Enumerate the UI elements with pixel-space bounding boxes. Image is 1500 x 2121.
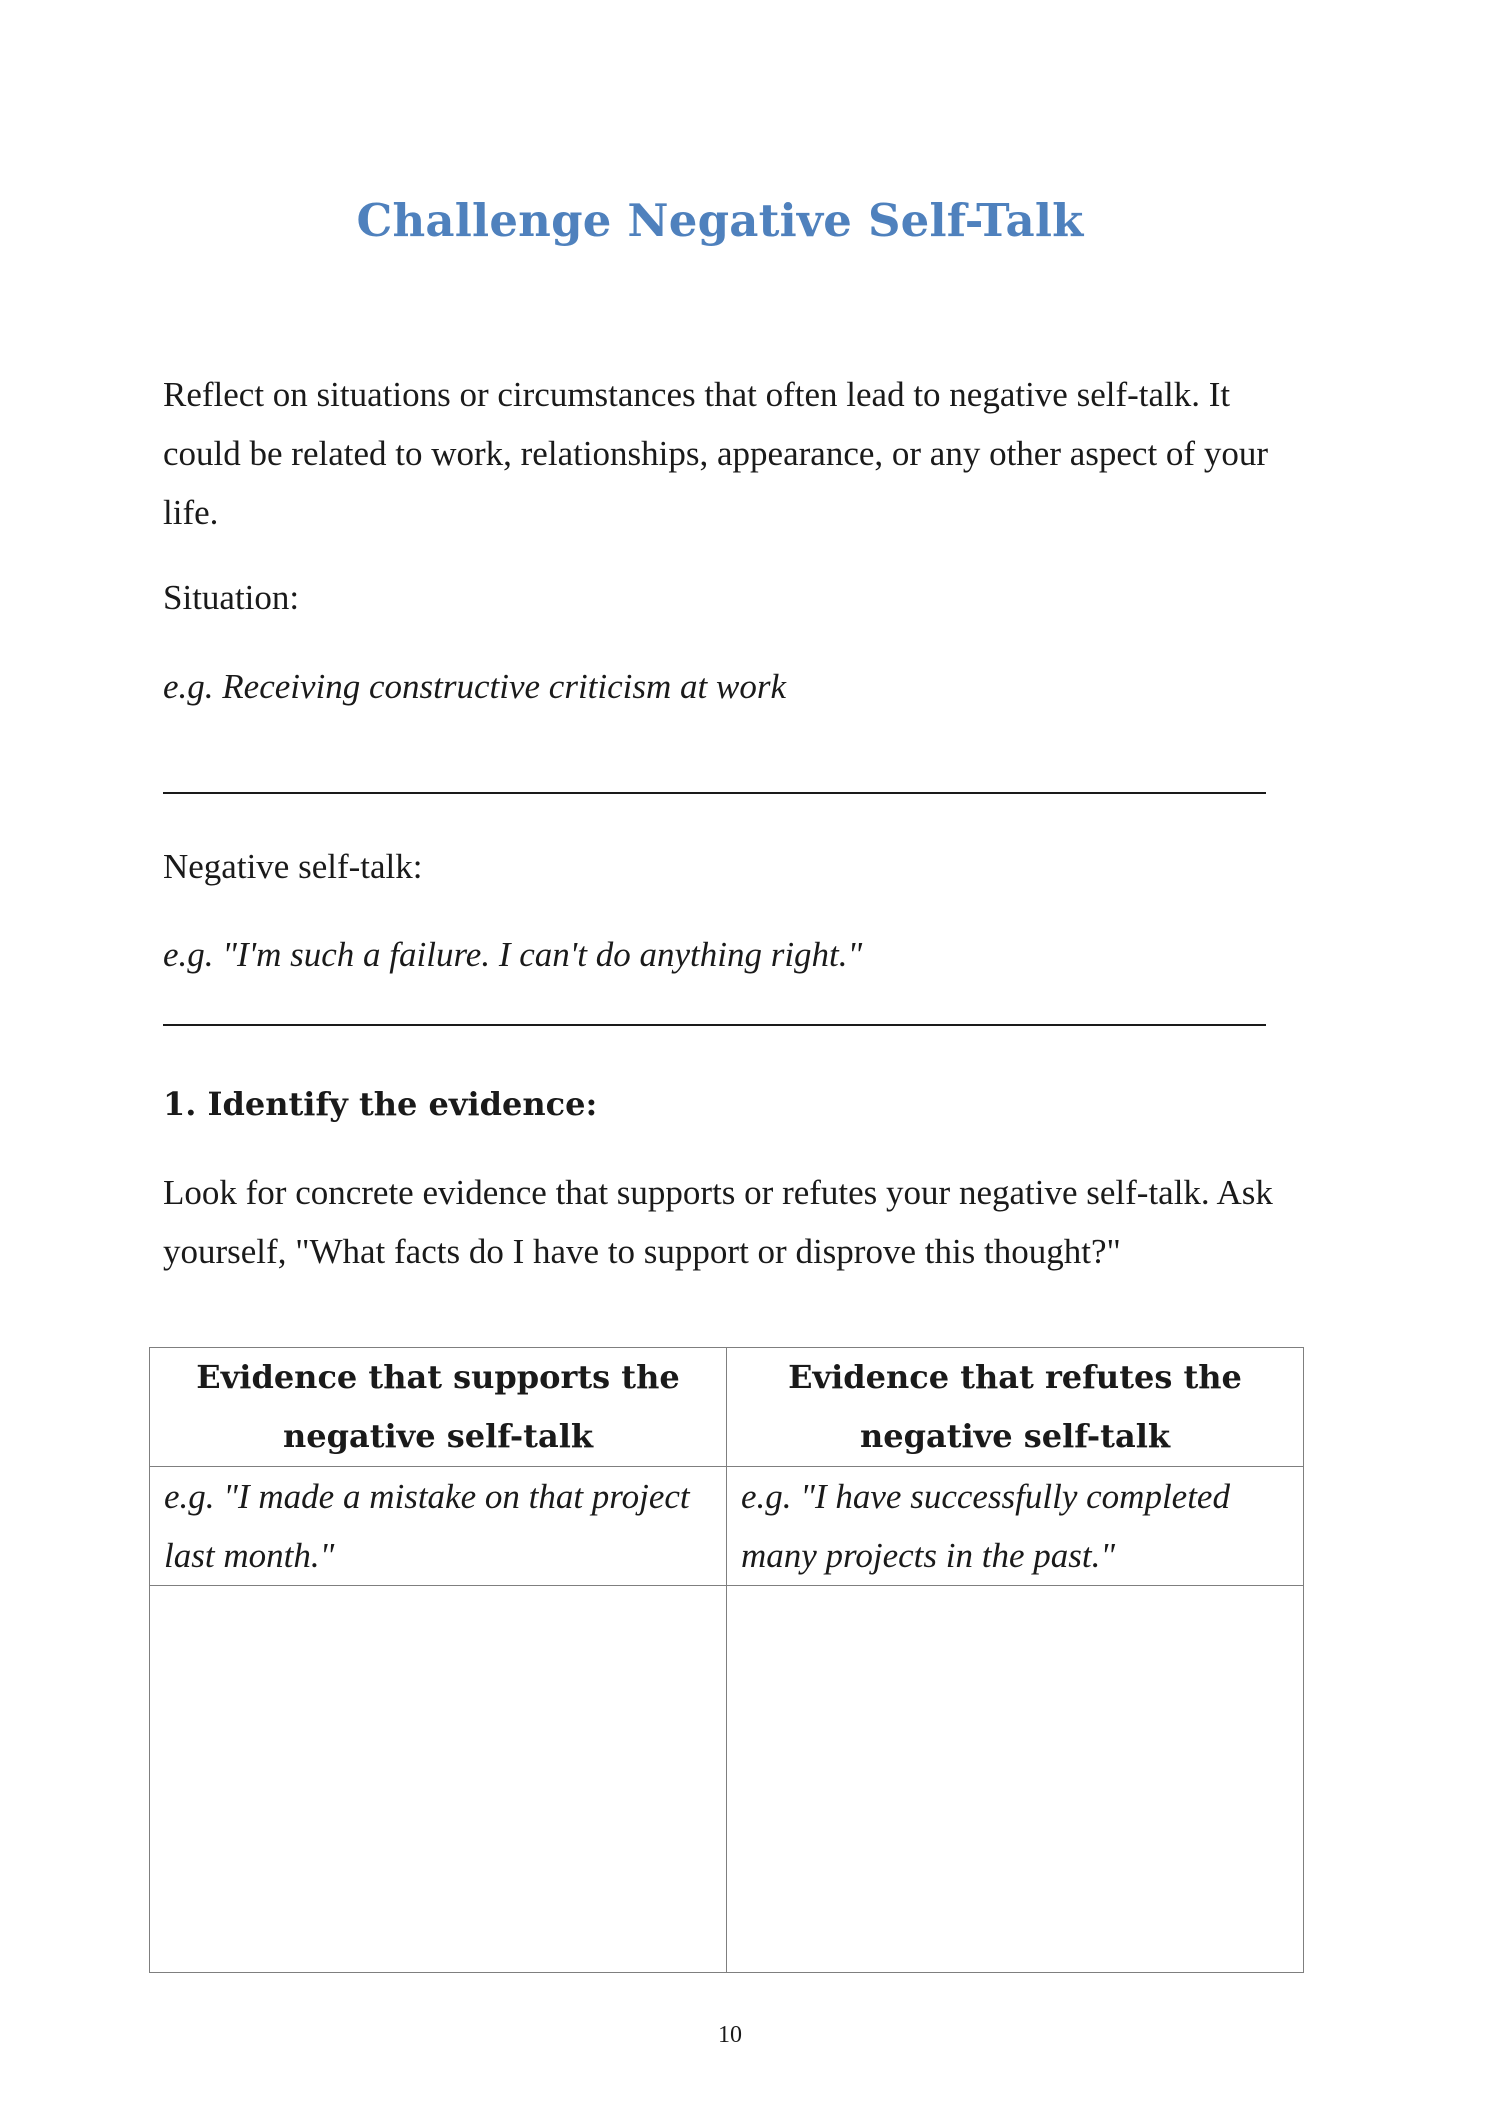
refutes-example-cell: e.g. "I have successfully completed many projects in the past." — [727, 1467, 1304, 1586]
intro-paragraph: Reflect on situations or circumstances that often lead to negative self-talk. It could be related to work, relationships, appearance, or any other aspect of your life. — [163, 375, 1268, 532]
supports-column-header: Evidence that supports the negative self-talk — [150, 1348, 727, 1467]
evidence-blank-row — [150, 1586, 1304, 1973]
situation-answer-line[interactable] — [163, 792, 1266, 794]
negative-self-talk-answer-line[interactable] — [163, 1024, 1266, 1026]
refutes-column-header: Evidence that refutes the negative self-talk — [727, 1348, 1304, 1467]
evidence-example-row — [150, 1467, 1304, 1586]
section-heading-identify-evidence: 1. Identify the evidence: — [163, 1085, 598, 1123]
supports-answer-cell[interactable] — [150, 1586, 727, 1973]
negative-self-talk-example: e.g. "I'm such a failure. I can't do anything right." — [163, 935, 863, 974]
situation-example: e.g. Receiving constructive criticism at work — [163, 667, 787, 706]
evidence-table-header-row — [150, 1348, 1304, 1467]
supports-example-cell: e.g. "I made a mistake on that project last month." — [150, 1467, 727, 1586]
situation-label: Situation: — [163, 578, 300, 617]
section-body-identify-evidence: Look for concrete evidence that supports or refutes your negative self-talk. Ask yourself, "What facts do I have to support or disprove this thought?" — [163, 1173, 1273, 1271]
evidence-table — [149, 1347, 1304, 1973]
negative-self-talk-label: Negative self-talk: — [163, 847, 423, 886]
refutes-answer-cell[interactable] — [727, 1586, 1304, 1973]
page-title: Challenge Negative Self-Talk — [356, 194, 1084, 247]
page-number: 10 — [718, 2022, 742, 2048]
